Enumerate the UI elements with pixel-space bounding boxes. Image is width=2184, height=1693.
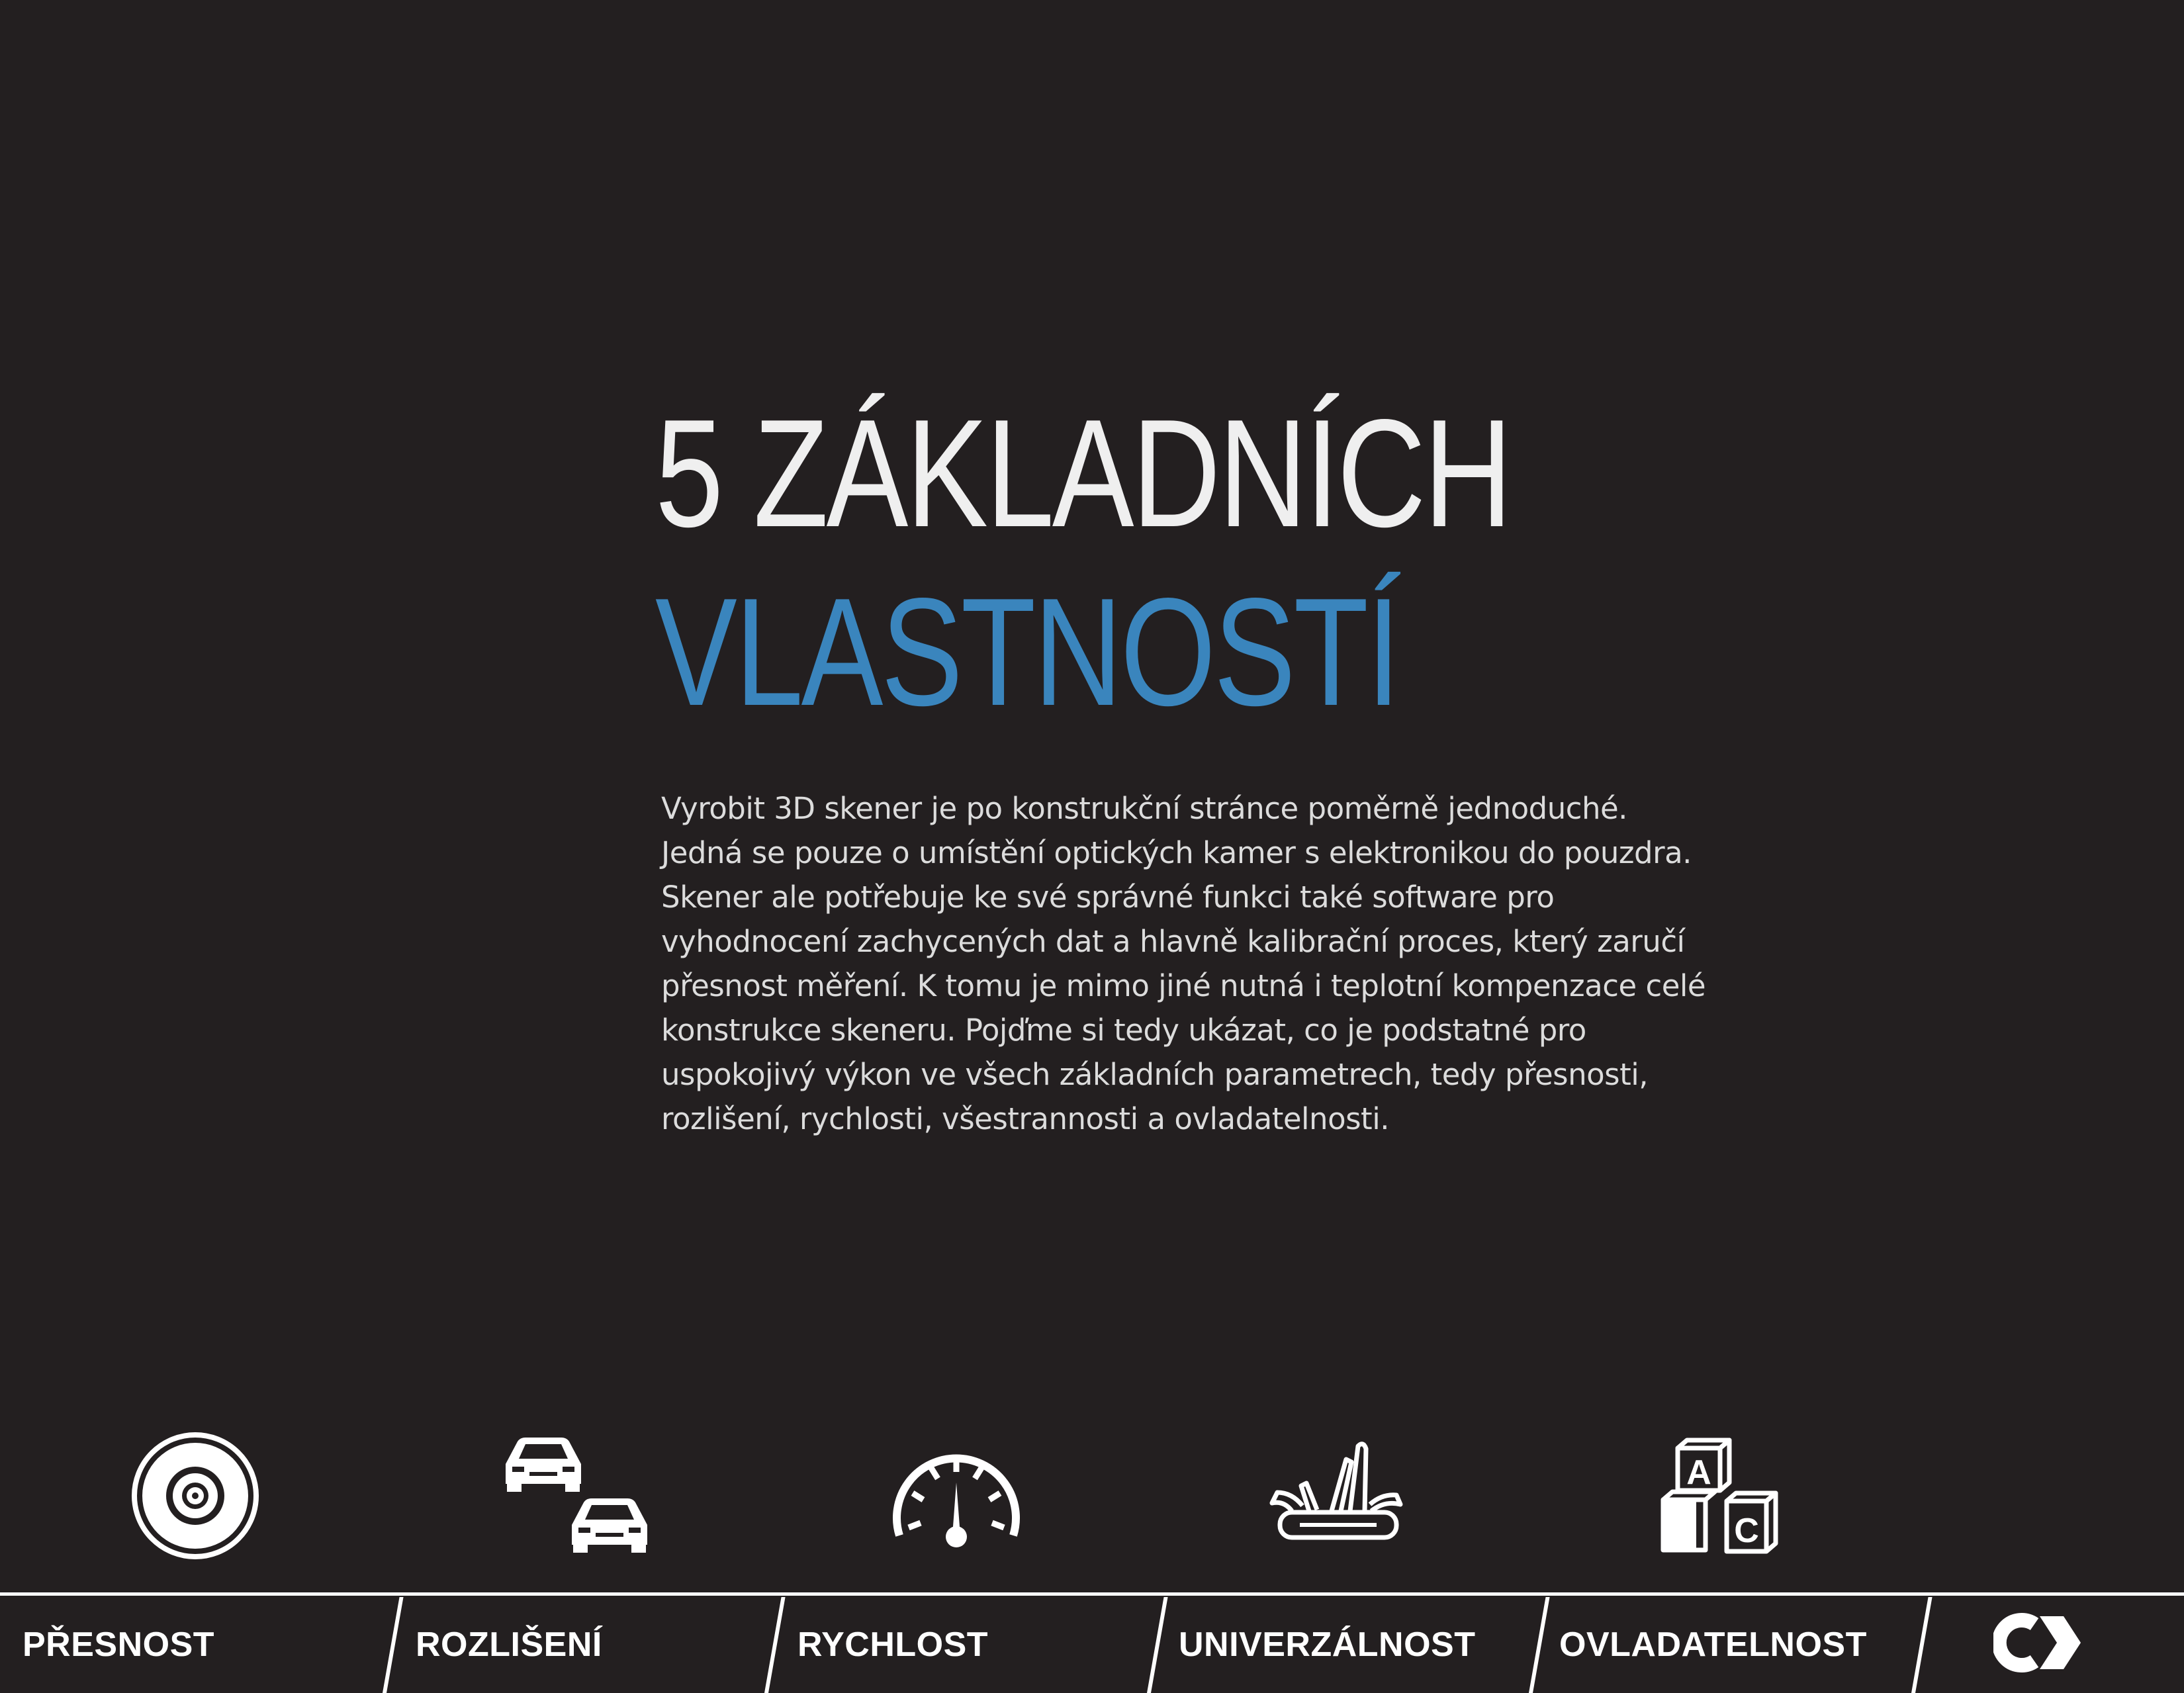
two-cars-icon bbox=[503, 1436, 655, 1559]
paragraph-line: uspokojivý výkon ve všech základních parametrech, tedy přesnosti, bbox=[661, 1057, 1649, 1092]
abc-blocks-icon bbox=[1658, 1436, 1790, 1559]
tab-ovladatelnost[interactable]: OVLADATELNOST bbox=[1559, 1625, 1867, 1664]
block-letter-a: A bbox=[1686, 1453, 1711, 1492]
tab-separator bbox=[764, 1597, 786, 1693]
paragraph-line: Jedná se pouze o umístění optických kamer s elektronikou do pouzdra. bbox=[661, 835, 1692, 870]
brand-logo bbox=[1993, 1610, 2086, 1679]
tab-separator bbox=[383, 1597, 404, 1693]
intro-paragraph bbox=[661, 786, 1826, 1141]
tab-separator bbox=[1911, 1597, 1933, 1693]
speedometer-icon bbox=[890, 1436, 1023, 1552]
title-line-1: 5 ZÁKLADNÍCH bbox=[655, 388, 1511, 559]
paragraph-line: vyhodnocení zachycených dat a hlavně kalibrační proces, který zaručí bbox=[661, 924, 1685, 959]
paragraph-line: Skener ale potřebuje ke své správné funkci také software pro bbox=[661, 880, 1555, 915]
tab-rozliseni[interactable]: ROZLIŠENÍ bbox=[416, 1625, 602, 1664]
tire-icon bbox=[129, 1430, 261, 1562]
paragraph-line: rozlišení, rychlosti, všestrannosti a ovladatelnosti. bbox=[661, 1101, 1389, 1136]
tab-separator bbox=[1147, 1597, 1168, 1693]
paragraph-line: konstrukce skeneru. Pojďme si tedy ukázat, co je podstatné pro bbox=[661, 1013, 1586, 1048]
paragraph-line: Vyrobit 3D skener je po konstrukční stránce poměrně jednoduché. bbox=[661, 791, 1627, 826]
tab-separator bbox=[1529, 1597, 1550, 1693]
bottom-divider bbox=[0, 1592, 2184, 1596]
pocket-knife-icon bbox=[1265, 1440, 1411, 1545]
tab-rychlost[interactable]: RYCHLOST bbox=[797, 1625, 989, 1664]
tab-univerzalnost[interactable]: UNIVERZÁLNOST bbox=[1179, 1625, 1476, 1664]
title-line-2-accent: VLASTNOSTÍ bbox=[655, 567, 1399, 738]
paragraph-line: přesnost měření. K tomu je mimo jiné nutná i teplotní kompenzace celé bbox=[661, 968, 1706, 1003]
tab-presnost[interactable]: PŘESNOST bbox=[23, 1625, 215, 1664]
block-letter-c: C bbox=[1734, 1512, 1759, 1550]
